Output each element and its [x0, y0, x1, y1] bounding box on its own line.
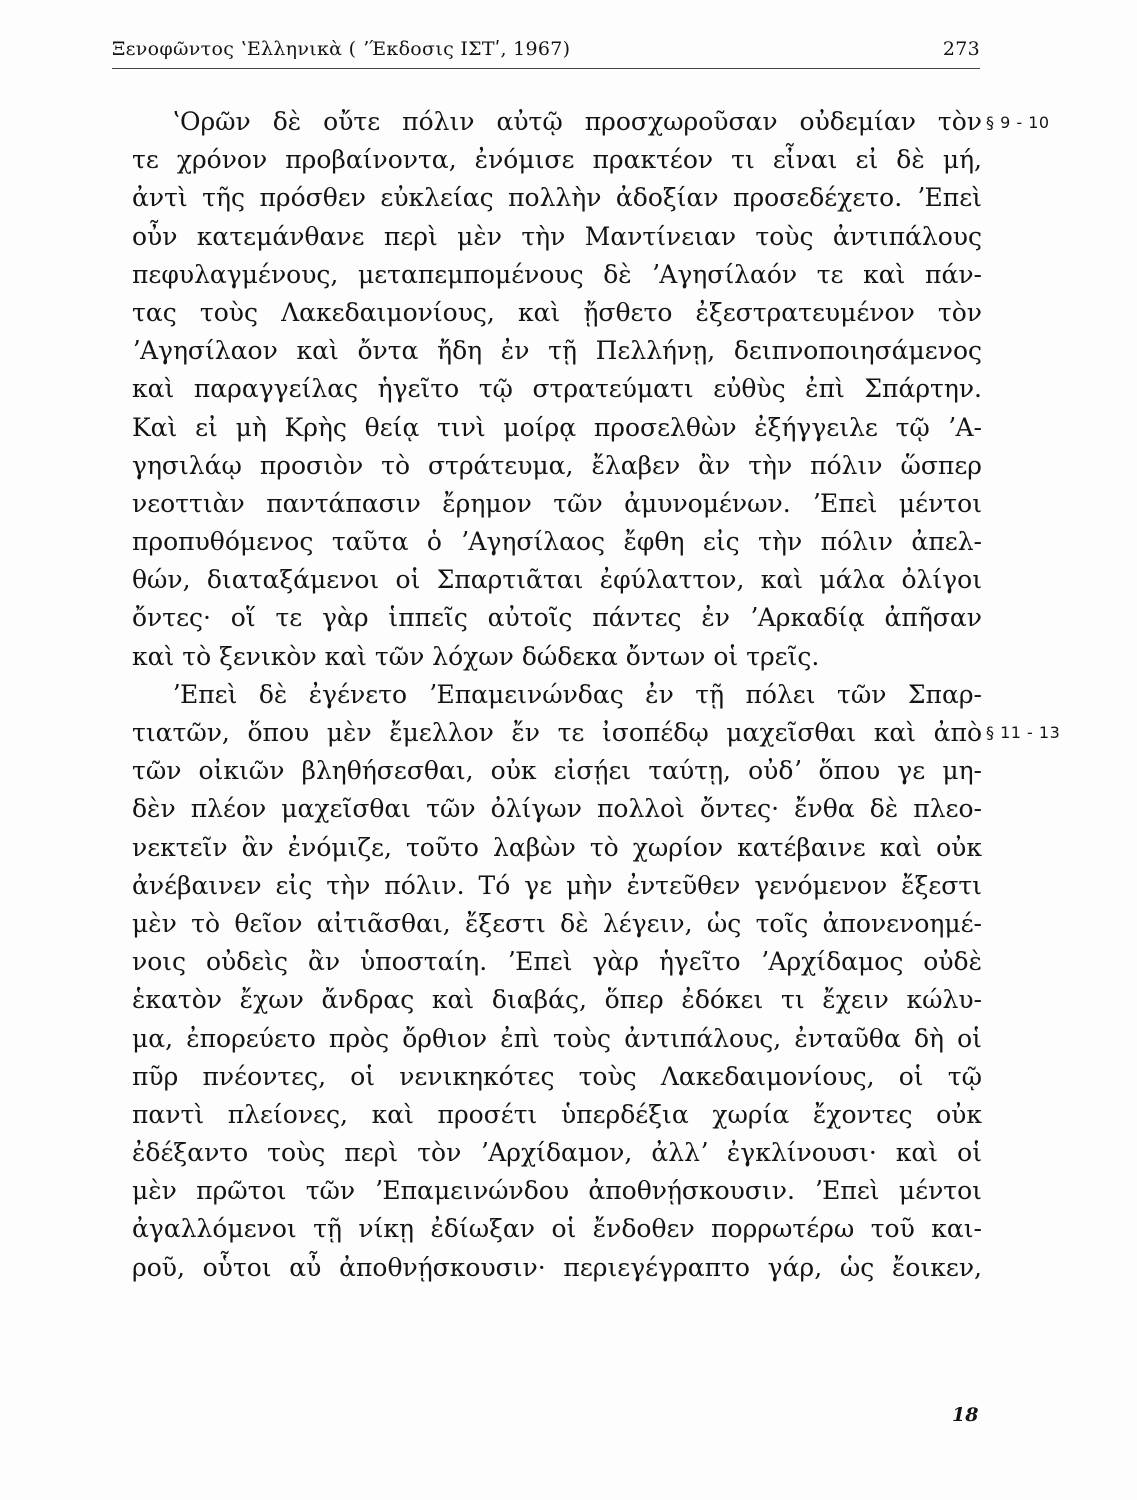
- text-line: ὄντες· οἵ τε γὰρ ἱππεῖς αὐτοῖς πάντες ἐν ʼΑρκαδίᾳ ἀπῆσαν: [132, 603, 982, 633]
- running-header: [112, 34, 980, 68]
- text-line: ἀγαλλόμενοι τῇ νίκῃ ἐδίωξαν οἱ ἔνδοθεν πορρωτέρω τοῦ και-: [132, 1214, 982, 1244]
- page-number: 273: [942, 38, 980, 60]
- text-line: πεφυλαγμένους, μεταπεμπομένους δὲ ʼΑγησίλαόν τε καὶ πάν-: [132, 259, 982, 289]
- text-line: ʽΟρῶν δὲ οὔτε πόλιν αὐτῷ προσχωροῦσαν οὐδεμίαν τὸν: [172, 107, 982, 136]
- text-line: δὲν πλέον μαχεῖσθαι τῶν ὀλίγων πολλοὶ ὄντες· ἔνθα δὲ πλεο-: [132, 794, 982, 824]
- header-title: Ξενοφῶντος ʽΕλληνικὰ ( ʼΈκδοσις ΙΣΤʹ, 1967): [112, 38, 571, 60]
- text-line: μὲν πρῶτοι τῶν ʼΕπαμεινώνδου ἀποθνῄσκουσιν. ʼΕπεὶ μέντοι: [132, 1176, 982, 1206]
- text-line: μα, ἐπορεύετο πρὸς ὄρθιον ἐπὶ τοὺς ἀντιπάλους, ἐνταῦθα δὴ οἱ: [132, 1023, 982, 1053]
- text-line: μὲν τὸ θεῖον αἰτιᾶσθαι, ἔξεστι δὲ λέγειν, ὡς τοῖς ἀπονενοημέ-: [132, 908, 982, 938]
- text-line: νοις οὐδεὶς ἂν ὑποσταίη. ʼΕπεὶ γὰρ ἡγεῖτο ʼΑρχίδαμος οὐδὲ: [132, 947, 982, 977]
- text-line: προπυθόμενος ταῦτα ὁ ʼΑγησίλαος ἔφθη εἰς τὴν πόλιν ἀπελ-: [132, 527, 982, 557]
- body-text: [132, 103, 982, 1287]
- text-line: ἐδέξαντο τοὺς περὶ τὸν ʼΑρχίδαμον, ἀλλʼ ἐγκλίνουσι· καὶ οἱ: [132, 1138, 982, 1168]
- text-line: θών, διαταξάμενοι οἱ Σπαρτιᾶται ἐφύλαττον, καὶ μάλα ὀλίγοι: [132, 565, 982, 595]
- margin-section-note: § 9 - 10: [986, 113, 1050, 132]
- text-line: νεκτεῖν ἂν ἐνόμιζε, τοῦτο λαβὼν τὸ χωρίον κατέβαινε καὶ οὐκ: [132, 832, 982, 862]
- text-line: ʼΕπεὶ δὲ ἐγένετο ʼΕπαμεινώνδας ἐν τῇ πόλει τῶν Σπαρ-: [172, 679, 982, 709]
- header-rule: [112, 68, 980, 69]
- signature-mark: 18: [952, 1404, 979, 1426]
- text-line: οὖν κατεμάνθανε περὶ μὲν τὴν Μαντίνειαν τοὺς ἀντιπάλους: [132, 221, 982, 251]
- text-line: ἀνέβαινεν εἰς τὴν πόλιν. Τό γε μὴν ἐντεῦθεν γενόμενον ἔξεστι: [132, 870, 982, 900]
- text-line: νεοττιὰν παντάπασιν ἔρημον τῶν ἀμυνομένων. ʼΕπεὶ μέντοι: [132, 488, 982, 518]
- text-line: παντὶ πλείονες, καὶ προσέτι ὑπερδέξια χωρία ἔχοντες οὐκ: [132, 1099, 982, 1129]
- text-line: τε χρόνον προβαίνοντα, ἐνόμισε πρακτέον τι εἶναι εἰ δὲ μή,: [132, 145, 982, 175]
- text-line: τῶν οἰκιῶν βληθήσεσθαι, οὐκ εἰσῄει ταύτῃ, οὐδʼ ὅπου γε μη-: [132, 756, 982, 786]
- text-line: ʼΑγησίλαον καὶ ὄντα ἤδη ἐν τῇ Πελλήνῃ, δειπνοποιησάμενος: [132, 336, 982, 366]
- text-line: καὶ τὸ ξενικὸν καὶ τῶν λόχων δώδεκα ὄντων οἱ τρεῖς.: [132, 641, 820, 671]
- text-line: πῦρ πνέοντες, οἱ νενικηκότες τοὺς Λακεδαιμονίους, οἱ τῷ: [132, 1061, 982, 1091]
- text-line: ἑκατὸν ἔχων ἄνδρας καὶ διαβάς, ὅπερ ἐδόκει τι ἔχειν κώλυ-: [132, 985, 982, 1015]
- text-line: τιατῶν, ὅπου μὲν ἔμελλον ἔν τε ἰσοπέδῳ μαχεῖσθαι καὶ ἀπὸ: [132, 718, 982, 747]
- text-line: ροῦ, οὗτοι αὖ ἀποθνῄσκουσιν· περιεγέγραπτο γάρ, ὡς ἔοικεν,: [132, 1252, 982, 1282]
- text-line: ἀντὶ τῆς πρόσθεν εὐκλείας πολλὴν ἀδοξίαν προσεδέχετο. ʼΕπεὶ: [132, 183, 982, 213]
- margin-section-note: § 11 - 13: [986, 723, 1061, 742]
- text-line: καὶ παραγγείλας ἡγεῖτο τῷ στρατεύματι εὐθὺς ἐπὶ Σπάρτην.: [132, 374, 982, 404]
- text-line: Καὶ εἰ μὴ Κρὴς θείᾳ τινὶ μοίρᾳ προσελθὼν ἐξήγγειλε τῷ ʼΑ-: [132, 412, 982, 442]
- text-line: τας τοὺς Λακεδαιμονίους, καὶ ᾔσθετο ἐξεστρατευμένον τὸν: [132, 297, 982, 327]
- text-line: γησιλάῳ προσιὸν τὸ στράτευμα, ἔλαβεν ἂν τὴν πόλιν ὥσπερ: [132, 450, 982, 480]
